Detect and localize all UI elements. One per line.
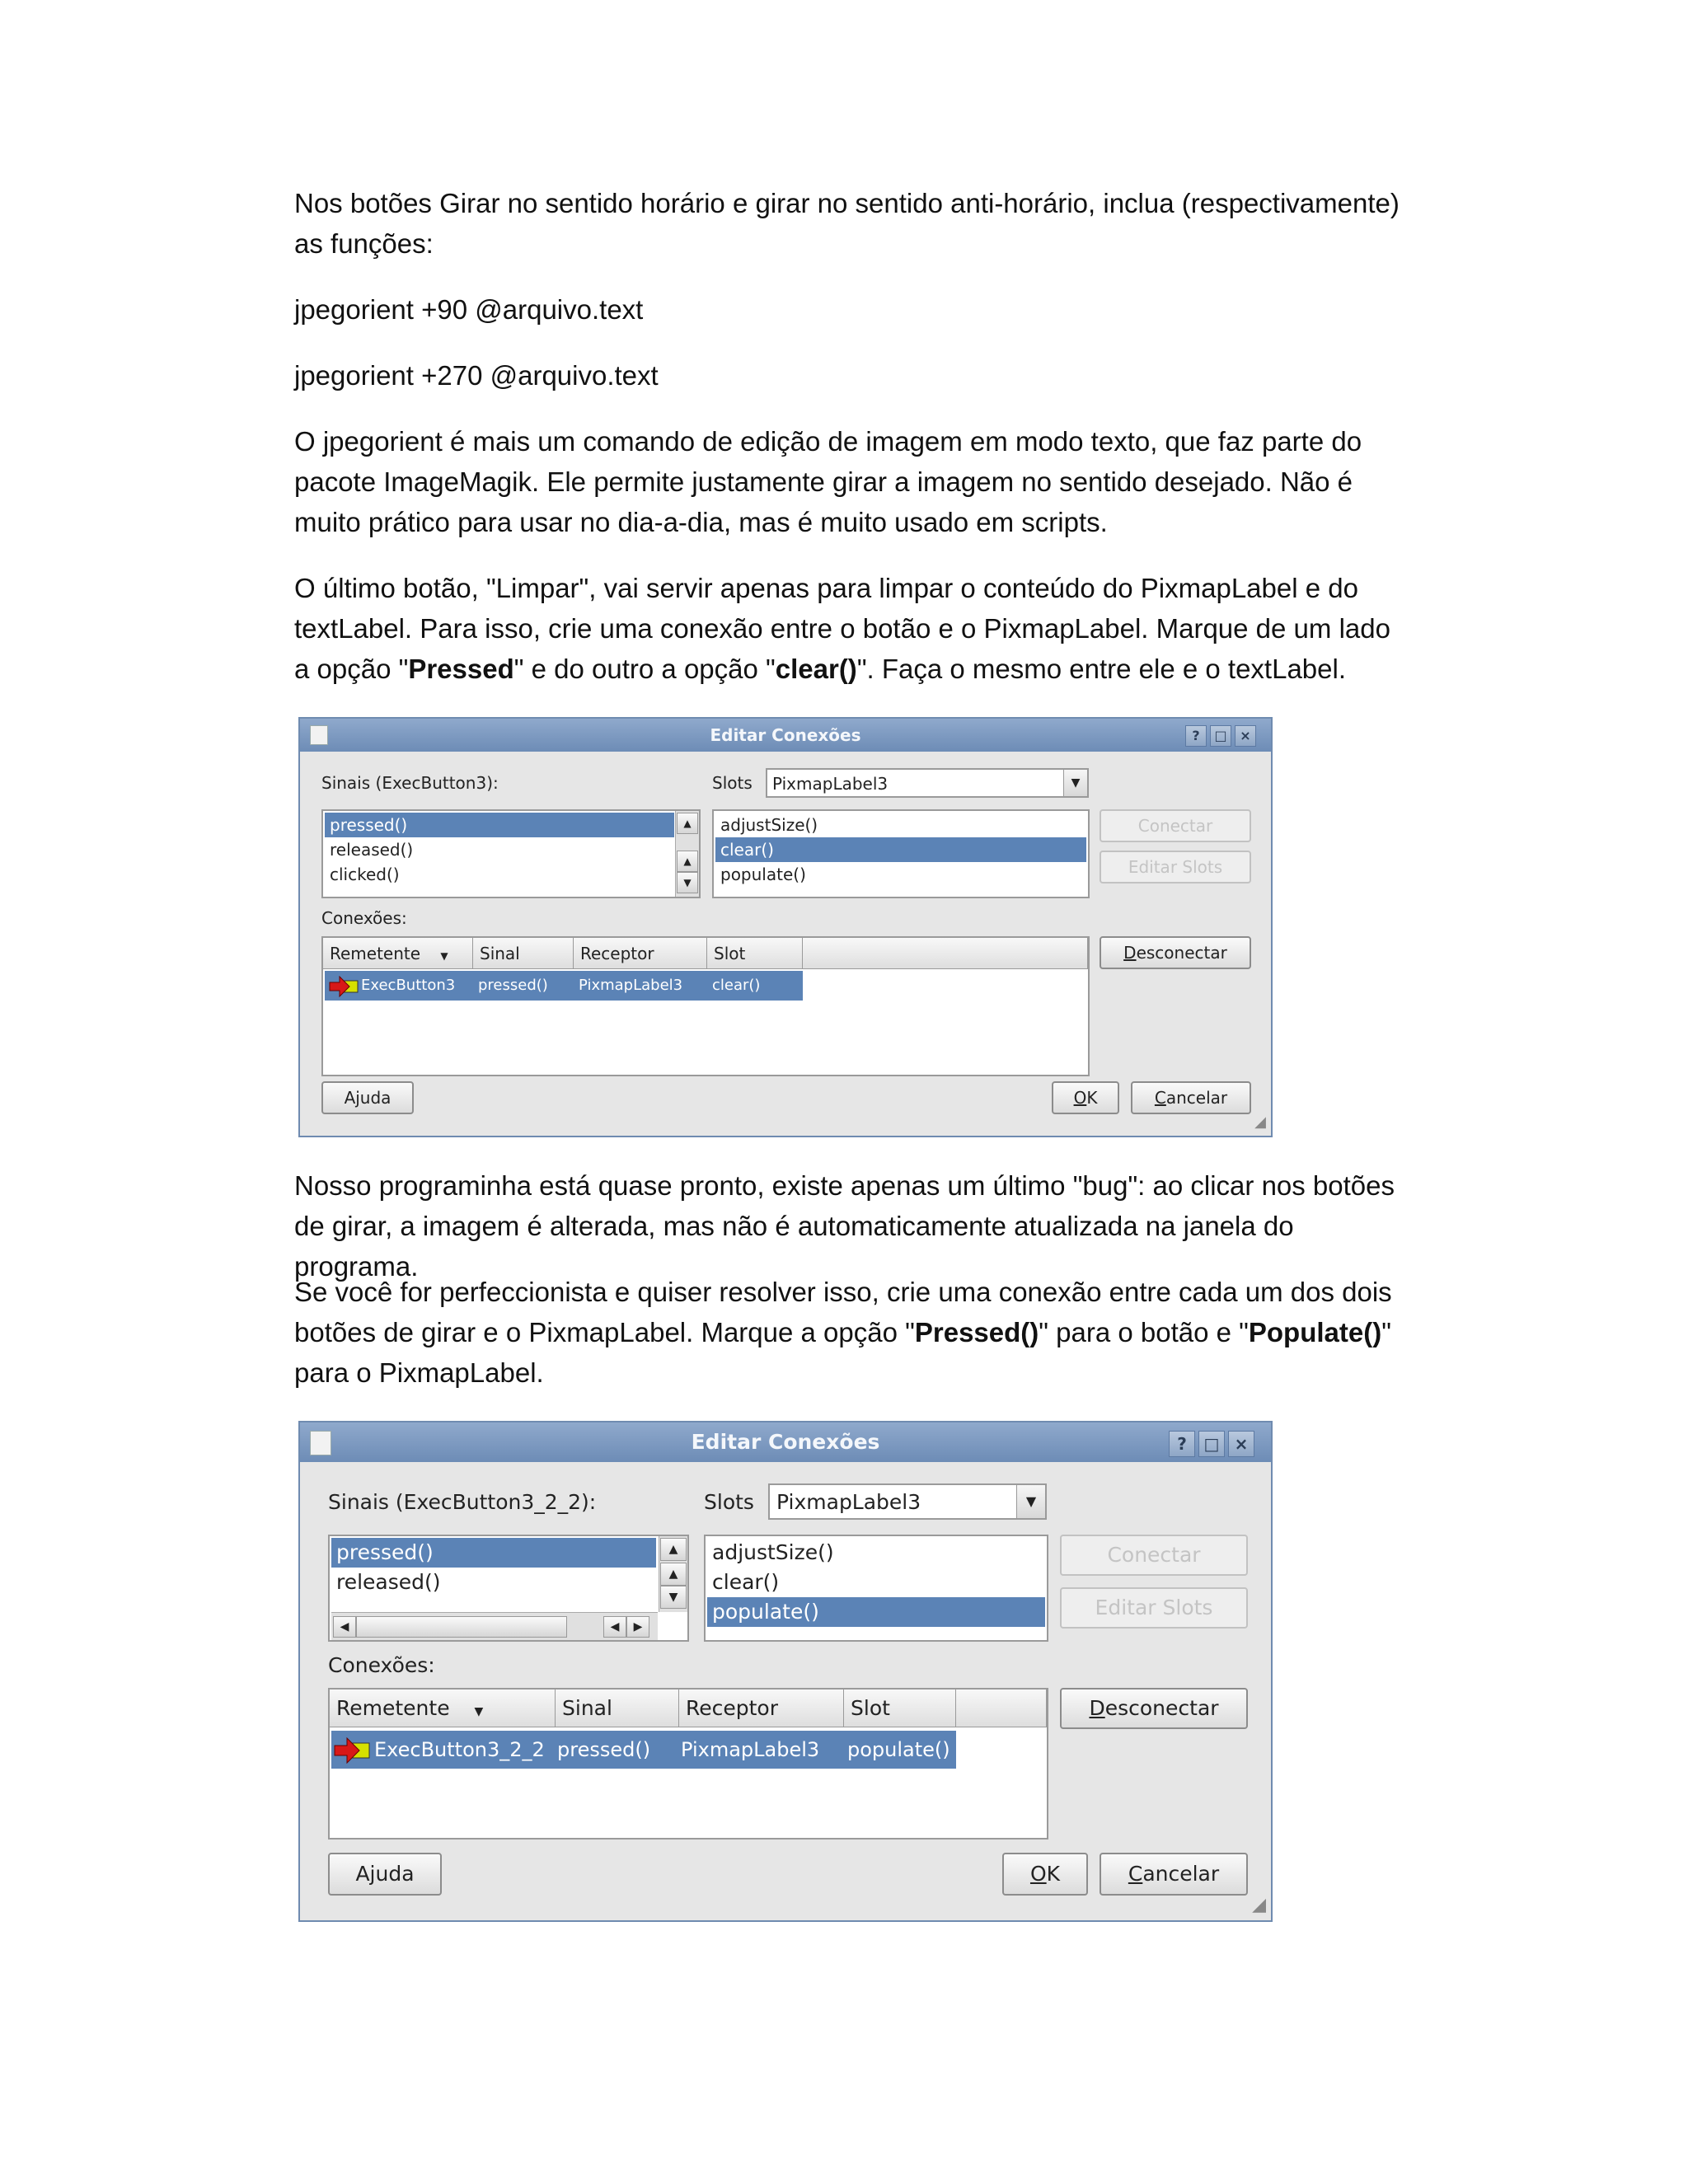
chevron-down-icon[interactable]: ▼ xyxy=(1016,1485,1045,1518)
connection-arrow-icon xyxy=(328,976,359,997)
slots-list[interactable] xyxy=(712,809,1090,898)
connection-arrow-icon xyxy=(333,1737,371,1764)
list-item[interactable]: clicked() xyxy=(330,865,400,884)
close-window-button[interactable]: × xyxy=(1235,725,1256,747)
disconnect-button[interactable]: Desconectar xyxy=(1060,1688,1248,1729)
paragraph-perfeccionista: Se você for perfeccionista e quiser resolver isso, crie uma conexão entre cada um dos dois botões de girar e o PixmapLabel. Marque a opção "Pressed()" para o botão e "Populate()" para o PixmapLabel. xyxy=(294,1277,1392,1388)
signals-label: Sinais (ExecButton3_2_2): xyxy=(328,1490,597,1514)
help-button[interactable]: Ajuda xyxy=(328,1853,442,1896)
connections-table[interactable] xyxy=(328,1688,1048,1840)
connect-button[interactable]: Conectar xyxy=(1100,809,1251,842)
list-item[interactable]: clear() xyxy=(715,837,1086,862)
slots-list[interactable] xyxy=(704,1535,1048,1642)
list-item[interactable]: pressed() xyxy=(325,813,674,837)
ok-accel: O xyxy=(1073,1088,1087,1108)
connections-label: Conexões: xyxy=(328,1653,435,1677)
sort-down-icon: ▼ xyxy=(440,950,448,962)
connection-sender: ExecButton3_2_2 xyxy=(374,1738,545,1761)
window-icon xyxy=(310,725,328,745)
disconnect-accel: D xyxy=(1089,1696,1105,1720)
resize-grip-icon[interactable]: ◢ xyxy=(1252,1895,1266,1915)
table-row[interactable] xyxy=(331,1731,956,1769)
connection-signal: pressed() xyxy=(478,977,548,994)
paragraph-command-90: jpegorient +90 @arquivo.text xyxy=(294,294,644,325)
paragraph-jpegorient: O jpegorient é mais um comando de edição de imagem em modo texto, que faz parte do pacote ImageMagik. Ele permite justamente girar a imagem no sentido desejado. Não é muito prático para usar no dia-a-dia, mas é muito usado em scripts. xyxy=(294,426,1362,537)
column-header-remetente[interactable] xyxy=(323,938,473,969)
signals-list[interactable] xyxy=(328,1535,689,1642)
column-header-empty xyxy=(803,938,1088,969)
paragraph-limpar: O último botão, "Limpar", vai servir apenas para limpar o conteúdo do PixmapLabel e do textLabel. Para isso, crie uma conexão entre o botão e o PixmapLabel. Marque de um lado a opção "Pressed" e do outro a opção "clear()". Faça o mesmo entre ele e o textLabel. xyxy=(294,573,1390,684)
help-button[interactable]: Ajuda xyxy=(321,1081,414,1114)
edit-slots-button[interactable]: Editar Slots xyxy=(1100,851,1251,883)
list-item[interactable]: clear() xyxy=(712,1570,780,1594)
slots-combo-value: PixmapLabel3 xyxy=(772,774,889,794)
slots-combo-value: PixmapLabel3 xyxy=(776,1490,921,1514)
connection-receiver: PixmapLabel3 xyxy=(681,1738,820,1761)
connection-receiver: PixmapLabel3 xyxy=(579,977,683,994)
column-header-label: Remetente xyxy=(336,1696,450,1720)
maximize-window-button[interactable]: □ xyxy=(1198,1431,1225,1457)
chevron-down-icon[interactable]: ▼ xyxy=(1063,770,1087,796)
scroll-up-icon[interactable]: ▲ xyxy=(677,813,698,834)
scroll-thumb[interactable] xyxy=(356,1616,567,1638)
cancel-accel: C xyxy=(1154,1088,1166,1108)
connections-label: Conexões: xyxy=(321,908,407,928)
scroll-down-icon[interactable]: ▼ xyxy=(677,872,698,893)
sort-down-icon: ▼ xyxy=(474,1705,484,1718)
list-item[interactable]: populate() xyxy=(720,865,806,884)
signals-scrollbar[interactable] xyxy=(675,811,699,897)
column-header-slot[interactable]: Slot xyxy=(844,1690,956,1727)
list-item[interactable]: populate() xyxy=(707,1597,1045,1627)
signals-vertical-scrollbar[interactable] xyxy=(659,1536,687,1612)
paragraph-intro: Nos botões Girar no sentido horário e girar no sentido anti-horário, inclua (respectivamente) as funções: xyxy=(294,188,1400,259)
connect-button[interactable]: Conectar xyxy=(1060,1535,1248,1576)
list-item[interactable]: adjustSize() xyxy=(712,1540,834,1564)
cancel-button[interactable]: Cancelar xyxy=(1131,1081,1251,1114)
column-header-slot[interactable]: Slot xyxy=(707,938,803,969)
cancel-button[interactable]: Cancelar xyxy=(1100,1853,1248,1896)
dialog-title-bar[interactable] xyxy=(300,1422,1271,1462)
scroll-up-icon[interactable]: ▲ xyxy=(660,1563,687,1586)
slots-label: Slots xyxy=(704,1490,754,1514)
paragraph-command-270: jpegorient +270 @arquivo.text xyxy=(294,360,659,391)
resize-grip-icon[interactable]: ◢ xyxy=(1254,1113,1266,1131)
disconnect-button[interactable]: Desconectar xyxy=(1100,936,1251,969)
help-window-button[interactable]: ? xyxy=(1169,1431,1195,1457)
column-header-label: Remetente xyxy=(330,944,421,963)
list-item[interactable]: pressed() xyxy=(331,1538,656,1568)
signals-list[interactable] xyxy=(321,809,701,898)
close-window-button[interactable]: × xyxy=(1228,1431,1254,1457)
edit-connections-dialog-2 xyxy=(298,1421,1273,1922)
scroll-left-icon[interactable]: ◀ xyxy=(603,1616,626,1638)
list-item[interactable]: released() xyxy=(336,1570,441,1594)
connection-slot: populate() xyxy=(847,1738,950,1761)
column-header-sinal[interactable]: Sinal xyxy=(556,1690,679,1727)
connection-slot: clear() xyxy=(712,977,761,994)
scroll-up-icon[interactable]: ▲ xyxy=(677,851,698,872)
column-header-empty xyxy=(956,1690,1047,1727)
connection-signal: pressed() xyxy=(557,1738,651,1761)
ok-accel: O xyxy=(1029,1862,1047,1886)
ok-button[interactable]: OK xyxy=(1002,1853,1088,1896)
maximize-window-button[interactable]: □ xyxy=(1210,725,1231,747)
slots-label: Slots xyxy=(712,773,753,793)
scroll-down-icon[interactable]: ▼ xyxy=(660,1586,687,1609)
help-window-button[interactable]: ? xyxy=(1185,725,1207,747)
column-header-sinal[interactable]: Sinal xyxy=(473,938,574,969)
dialog-title: Editar Conexões xyxy=(710,725,861,745)
connections-table[interactable] xyxy=(321,936,1090,1076)
column-header-receptor[interactable]: Receptor xyxy=(574,938,707,969)
list-item[interactable]: adjustSize() xyxy=(720,815,818,835)
window-icon xyxy=(310,1431,331,1455)
dialog-title-bar[interactable] xyxy=(300,719,1271,752)
scroll-left-icon[interactable]: ◀ xyxy=(333,1616,356,1638)
scroll-right-icon[interactable]: ▶ xyxy=(626,1616,649,1638)
edit-connections-dialog-1 xyxy=(298,717,1273,1137)
slots-receiver-combo[interactable] xyxy=(766,768,1089,798)
cancel-accel: C xyxy=(1128,1862,1143,1886)
connection-sender: ExecButton3 xyxy=(361,977,456,994)
slots-receiver-combo[interactable] xyxy=(768,1483,1047,1520)
disconnect-accel: D xyxy=(1123,943,1137,963)
edit-slots-button[interactable]: Editar Slots xyxy=(1060,1587,1248,1629)
list-item[interactable]: released() xyxy=(330,840,414,860)
table-row[interactable] xyxy=(325,971,803,1001)
column-header-receptor[interactable]: Receptor xyxy=(679,1690,844,1727)
signals-label: Sinais (ExecButton3): xyxy=(321,773,499,793)
scroll-up-icon[interactable]: ▲ xyxy=(660,1538,687,1561)
column-header-remetente[interactable] xyxy=(330,1690,556,1727)
dialog-title: Editar Conexões xyxy=(691,1430,880,1454)
paragraph-bug: Nosso programinha está quase pronto, existe apenas um último "bug": ao clicar nos botões de girar, a imagem é alterada, mas não é automaticamente atualizada na janela do programa. xyxy=(294,1170,1395,1282)
signals-horizontal-scrollbar[interactable] xyxy=(331,1612,658,1641)
ok-button[interactable]: OK xyxy=(1052,1081,1119,1114)
